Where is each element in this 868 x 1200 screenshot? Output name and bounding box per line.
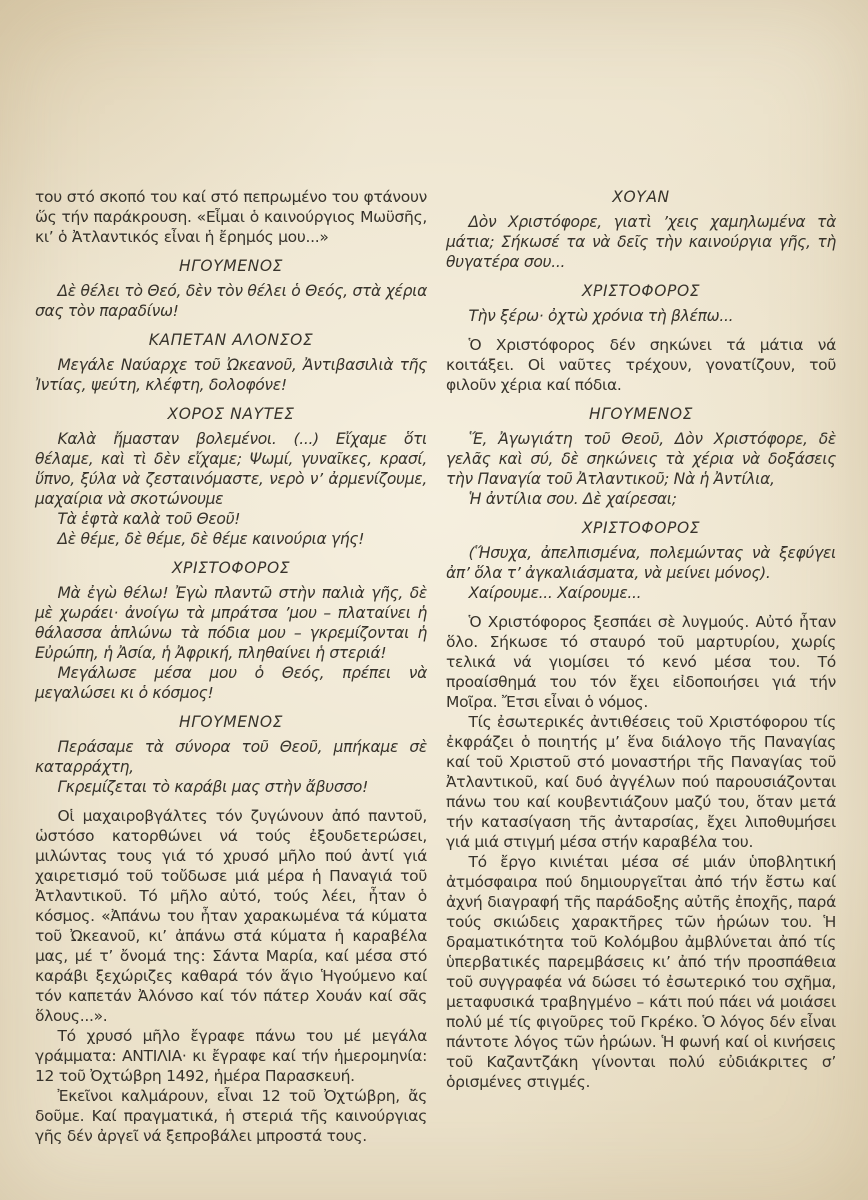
speaker-heading: ΧΡΙΣΤΟΦΟΡΟΣ [171,559,291,577]
dialogue-verse-line: Ἡ ἀντίλια σου. Δὲ χαίρεσαι; [468,490,677,508]
speaker-heading: ΚΑΠΕΤΑΝ ΑΛΟΝΣΟΣ [148,331,314,349]
speaker-heading: ΧΟΥΑΝ [612,188,670,206]
left-column [35,187,427,1146]
narration-paragraph: Τό χρυσό μῆλο ἔγραφε πάνω του μέ μεγάλα γράμματα: ΑΝΤΙΛΙΑ· κι ἔγραφε καί τήν ἡμερομηνία: 12 τοῦ Ὀχτώβρη 1492, ἡμέρα Παρασκευή. [35,1027,427,1085]
dialogue-line: Καλὰ ἤμασταν βολεμένοι. (...) Εἴχαμε ὅτι θέλαμε, καὶ τὶ δὲν εἴχαμε; Ψωμί, γυναῖκες, κρασί, ὕπνο, ξύλα νὰ ζεσταινόμαστε, νερὸ ν’ ἀρμενίζουμε, μαχαίρια νὰ σκοτώνουμε [35,430,427,508]
dialogue-line: Δὲ θέλει τὸ Θεό, δὲν τὸν θέλει ὁ Θεός, στὰ χέρια σας τὸν παραδίνω! [35,282,427,320]
narration-paragraph: Τίς ἐσωτερικές ἀντιθέσεις τοῦ Χριστόφορου τίς ἐκφράζει ὁ ποιητής μ’ ἕνα διάλογο τῆς Παναγίας καί τοῦ Χριστοῦ στό μοναστήρι τῆς Παναγίας τοῦ Ἀτλαντικοῦ, καί δυό ἀγγέλων πού παρουσιάζονται πάνω του καί κουβεντιάζουν μαζύ του, ὅταν μετά τήν κατασίγαση τῆς ἀνταρσίας, ἔχει λιποθυμήσει γιά μιά στιγμή μέσα στήν καραβέλα του. [446,713,836,851]
dialogue-line: Ἕ, Ἀγωγιάτη τοῦ Θεοῦ, Δὸν Χριστόφορε, δὲ γελᾶς καὶ σύ, δὲ σηκώνεις τὰ χέρια νὰ δοξάσεις τὴν Παναγία τοῦ Ἀτλαντικοῦ; Νὰ ἡ Ἀντίλια, [446,430,836,488]
stage-direction: (Ἥσυχα, ἀπελπισμένα, πολεμώντας νὰ ξεφύγει ἀπ’ ὅλα τ’ ἀγκαλιάσματα, νὰ μείνει μόνος). [446,544,836,582]
speaker-heading: ΗΓΟΥΜΕΝΟΣ [178,257,284,275]
dialogue-line: Μεγάλωσε μέσα μου ὁ Θεός, πρέπει νὰ μεγαλώσει κι ὁ κόσμος! [35,664,427,702]
dialogue-line: Μὰ ἐγὼ θέλω! Ἐγὼ πλαντῶ στὴν παλιὰ γῆς, δὲ μὲ χωράει· ἀνοίγω τὰ μπράτσα ’μου – πλαταίνει ἡ θάλασσα ἁπλώνω τὰ πόδια μου – γκρεμίζονται ἡ Εὐρώπη, ἡ Ἀσία, ἡ Ἀφρική, πληθαίνει ἡ στεριά! [35,584,427,662]
dialogue-line: Τὴν ξέρω· ὀχτὼ χρόνια τὴ βλέπω... [468,307,734,325]
narration-paragraph: Τό ἔργο κινιέται μέσα σέ μιάν ὑποβλητική ἀτμόσφαιρα πού δημιουργεῖται ἀπό τήν ἔστω καί ἀχνή διαγραφή τῆς παράδοξης αὐτῆς ἐποχῆς, παρά τούς σκιώδεις χαρακτῆρες τῶν ἡρώων του. Ἡ δραματικότητα τοῦ Κολόμβου ἀμβλύνεται ἀπό τίς ὑπερβατικές παρεμβάσεις κι’ ἀπό τήν προσπάθεια τοῦ συγγραφέα νά δώσει τό ἐσωτερικό του σχῆμα, μεταφυσικά τραβηγμένο – κάτι πού πάει νά μοιάσει πολύ μέ τίς φιγοῦρες τοῦ Γκρέκο. Ὁ λόγος δέν εἶναι πάντοτε λόγος τῶν ἡρώων. Ἡ φωνή καί οἱ κινήσεις τοῦ Καζαντζάκη γίνονται πολύ εὐδιάκριτες σ’ ὁρισμένες στιγμές. [446,853,836,1091]
dialogue-line: Μεγάλε Ναύαρχε τοῦ Ὠκεανοῦ, Ἀντιβασιλιὰ τῆς Ἰντίας, ψεύτη, κλέφτη, δολοφόνε! [35,356,427,394]
speaker-heading: ΧΡΙΣΤΟΦΟΡΟΣ [581,519,701,537]
dialogue-verse-line: Χαίρουμε... Χαίρουμε... [468,584,642,602]
right-column [446,187,836,1092]
dialogue-line: Περάσαμε τὰ σύνορα τοῦ Θεοῦ, μπήκαμε σὲ καταρράχτη, [35,738,427,776]
narration-paragraph: Ὁ Χριστόφορος ξεσπάει σὲ λυγμούς. Αὐτό ἦταν ὅλο. Σήκωσε τό σταυρό τοῦ μαρτυρίου, χωρίς τελικά νά γιομίσει τό κενό μέσα του. Τό προαίσθημά του τόν ἔχει εἰδοποιήσει γιά τήν Μοῖρα. Ἔτσι εἶναι ὁ νόμος. [446,613,836,711]
narration-paragraph: Οἱ μαχαιροβγάλτες τόν ζυγώνουν ἀπό παντοῦ, ὡστόσο κατορθώνει νά τούς ἐξουδετερώσει, μιλώντας τους γιά τό χρυσό μῆλο πού ἀντί γιά χαιρετισμό τοῦ τοὔδωσε μιά μέρα ἡ Παναγιά τοῦ Ἀτλαντικοῦ. Τό μῆλο αὐτό, τούς λέει, ἦταν ὁ κόσμος. «Ἀπάνω του ἦταν χαρακωμένα τά κύματα τοῦ Ὠκεανοῦ, κι’ ἀπάνω στά κύματα ἡ καραβέλα μας, μέ τ’ ὄνομά της: Σάντα Μαρία, καί μέσα στό καράβι ξεχώριζες καθαρά τόν ἅγιο Ἡγούμενο καί τόν καπετάν Ἀλόνσο καί τόν πάτερ Χουάν καί σᾶς ὅλους...». [35,807,427,1025]
speaker-heading: ΗΓΟΥΜΕΝΟΣ [178,713,284,731]
dialogue-verse-line: Τὰ ἑφτὰ καλὰ τοῦ Θεοῦ! [57,510,241,528]
speaker-heading: ΧΡΙΣΤΟΦΟΡΟΣ [581,282,701,300]
dialogue-line: Δὸν Χριστόφορε, γιατὶ ’χεις χαμηλωμένα τὰ μάτια; Σήκωσέ τα νὰ δεῖς τὴν καινούργια γῆς, τὴ θυγατέρα σου... [446,213,836,271]
speaker-heading: ΧΟΡΟΣ ΝΑΥΤΕΣ [167,405,295,423]
narration-paragraph: του στό σκοπό του καί στό πεπρωμένο του φτάνουν ὥς τήν παράκρουση. «Εἶμαι ὁ καινούργιος Μωϋσῆς, κι’ ὁ Ἀτλαντικός εἶναι ἡ ἔρημός μου...» [35,188,427,246]
narration-paragraph: Ὁ Χριστόφορος δέν σηκώνει τά μάτια νά κοιτάξει. Οἱ ναῦτες τρέχουν, γονατίζουν, τοῦ φιλοῦν χέρια καί πόδια. [446,336,836,394]
dialogue-verse-line: Δὲ θέμε, δὲ θέμε, δὲ θέμε καινούρια γής! [57,530,365,548]
dialogue-verse-line: Γκρεμίζεται τὸ καράβι μας στὴν ἄβυσσο! [57,778,368,796]
narration-paragraph: Ἐκεῖνοι καλμάρουν, εἶναι 12 τοῦ Ὀχτώβρη, ἄς δοῦμε. Καί πραγματικά, ἡ στεριά τῆς καινούργιας γῆς δέν ἀργεῖ νά ξεπροβάλει μπροστά τους. [35,1087,427,1145]
speaker-heading: ΗΓΟΥΜΕΝΟΣ [588,405,694,423]
